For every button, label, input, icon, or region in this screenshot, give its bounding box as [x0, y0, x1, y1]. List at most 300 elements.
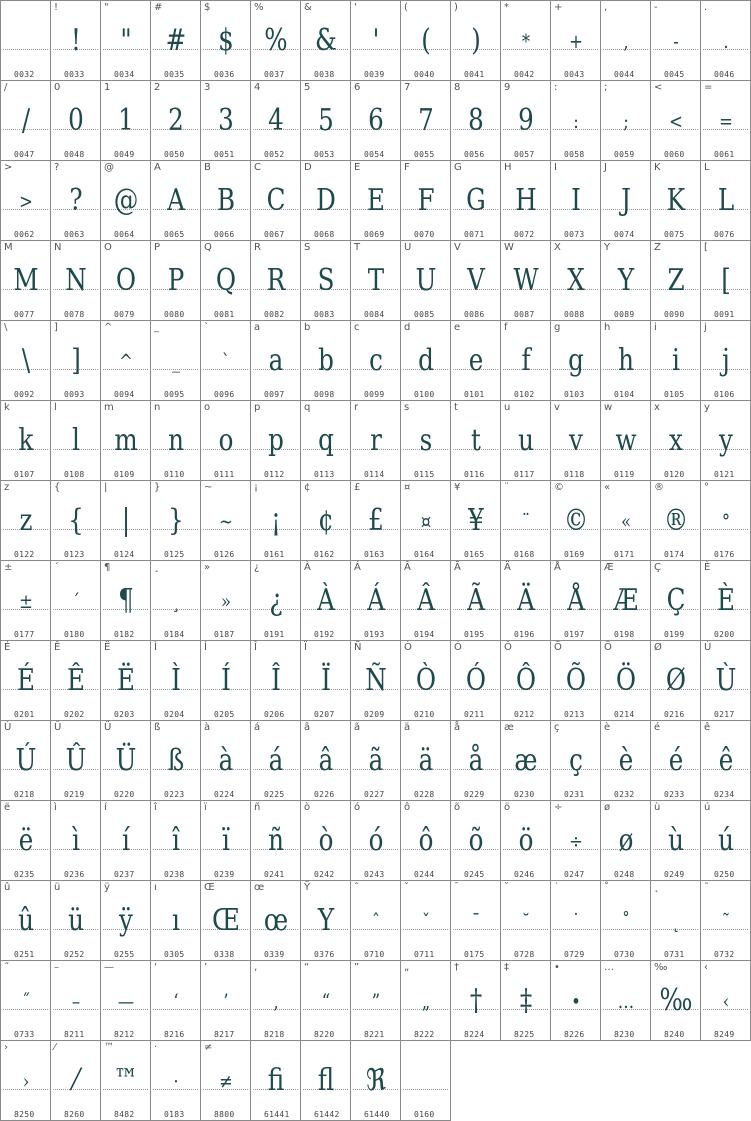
glyph-code: 61440 — [364, 1110, 390, 1119]
glyph-code: 0217 — [714, 710, 735, 719]
glyph-code: 0074 — [614, 230, 635, 239]
glyph-code: 0231 — [564, 790, 585, 799]
glyph-cell — [100, 560, 150, 640]
glyph-preview: 5 — [318, 103, 334, 138]
glyph-preview: 7 — [418, 103, 434, 138]
glyph-code: 0115 — [414, 470, 435, 479]
glyph-preview: : — [573, 109, 579, 133]
glyph-code: 0201 — [14, 710, 35, 719]
glyph-cell — [350, 880, 400, 960]
glyph-code: 0051 — [214, 150, 235, 159]
glyph-cell-label: Ë — [104, 642, 111, 653]
glyph-cell — [600, 320, 650, 400]
glyph-code: 0087 — [514, 310, 535, 319]
glyph-cell-label: ´ — [54, 562, 59, 573]
glyph-code: 0187 — [214, 630, 235, 639]
glyph-cell — [400, 80, 450, 160]
glyph-preview: ü — [68, 903, 84, 938]
glyph-cell — [0, 800, 50, 880]
glyph-cell — [150, 480, 200, 560]
glyph-preview: ⁄ — [73, 1063, 79, 1098]
glyph-preview: ’ — [223, 989, 229, 1013]
glyph-cell — [700, 960, 750, 1040]
glyph-preview: ó — [368, 823, 384, 858]
glyph-cell — [300, 880, 350, 960]
glyph-cell — [0, 1040, 50, 1120]
glyph-preview: · — [173, 1069, 179, 1093]
glyph-preview: ) — [471, 23, 481, 58]
glyph-cell — [150, 560, 200, 640]
glyph-cell-label: è — [604, 722, 611, 733]
glyph-cell — [50, 480, 100, 560]
glyph-cell — [700, 240, 750, 320]
glyph-code: 0089 — [614, 310, 635, 319]
glyph-preview: « — [620, 509, 632, 533]
glyph-cell — [200, 880, 250, 960]
glyph-cell — [500, 640, 550, 720]
glyph-cell — [400, 320, 450, 400]
glyph-preview: ÷ — [569, 829, 583, 853]
glyph-cell — [350, 400, 400, 480]
glyph-code: 0235 — [14, 870, 35, 879]
glyph-code: 0056 — [464, 150, 485, 159]
glyph-code: 0241 — [264, 870, 285, 879]
glyph-cell — [250, 400, 300, 480]
glyph-cell — [200, 0, 250, 80]
glyph-code: 0192 — [314, 630, 335, 639]
glyph-cell — [100, 400, 150, 480]
glyph-code: 0120 — [664, 470, 685, 479]
glyph-preview: 4 — [268, 103, 284, 138]
glyph-preview: á — [268, 743, 284, 778]
glyph-code: 0160 — [414, 1110, 435, 1119]
glyph-cell-label: ˚ — [604, 882, 609, 893]
glyph-code: 0161 — [264, 550, 285, 559]
glyph-code: 0070 — [414, 230, 435, 239]
glyph-code: 0711 — [414, 950, 435, 959]
glyph-cell — [500, 0, 550, 80]
glyph-preview: ˙ — [571, 909, 581, 933]
glyph-code: 0048 — [64, 150, 85, 159]
glyph-code: 0080 — [164, 310, 185, 319]
glyph-code: 0198 — [614, 630, 635, 639]
glyph-preview: # — [165, 23, 187, 58]
glyph-preview: _ — [171, 349, 181, 373]
glyph-cell-label: Â — [404, 562, 411, 573]
glyph-cell-label: X — [554, 242, 561, 253]
glyph-cell-label: 1 — [104, 82, 111, 93]
glyph-cell-label: ô — [404, 802, 411, 813]
glyph-cell — [650, 640, 700, 720]
glyph-cell-label: / — [4, 82, 8, 93]
glyph-cell-label: › — [4, 1042, 8, 1053]
glyph-code: 0047 — [14, 150, 35, 159]
glyph-preview: ¶ — [118, 583, 134, 618]
glyph-code: 0246 — [514, 870, 535, 879]
glyph-preview: Å — [567, 583, 585, 618]
glyph-code: 0113 — [314, 470, 335, 479]
glyph-preview: Ù — [715, 663, 737, 698]
glyph-code: 0036 — [214, 70, 235, 79]
glyph-preview: … — [617, 989, 635, 1013]
glyph-cell — [0, 0, 50, 80]
glyph-cell-label: ≠ — [204, 1042, 213, 1053]
glyph-cell-label: : — [554, 82, 558, 93]
glyph-cell — [550, 400, 600, 480]
glyph-preview: î — [172, 823, 180, 858]
glyph-cell — [150, 240, 200, 320]
glyph-cell-label: ° — [704, 482, 709, 493]
glyph-preview: b — [318, 343, 334, 378]
glyph-cell — [550, 720, 600, 800]
glyph-code: 0165 — [464, 550, 485, 559]
glyph-cell — [400, 880, 450, 960]
glyph-preview: ° — [721, 509, 731, 533]
glyph-preview: È — [717, 583, 735, 618]
glyph-cell-label: 3 — [204, 82, 211, 93]
glyph-cell — [650, 560, 700, 640]
glyph-cell — [0, 560, 50, 640]
glyph-code: 0226 — [314, 790, 335, 799]
glyph-code: 0202 — [64, 710, 85, 719]
glyph-cell-label: W — [504, 242, 514, 253]
glyph-cell — [450, 640, 500, 720]
glyph-code: 0171 — [614, 550, 635, 559]
glyph-preview: V — [467, 263, 485, 298]
glyph-cell — [250, 880, 300, 960]
glyph-code: 0196 — [514, 630, 535, 639]
glyph-code: 0175 — [464, 950, 485, 959]
glyph-cell-label: f — [504, 322, 508, 333]
glyph-cell-label: ˛ — [654, 882, 659, 893]
glyph-cell — [100, 720, 150, 800]
glyph-cell-label: ` — [204, 322, 209, 333]
glyph-preview: L — [717, 183, 735, 218]
glyph-preview: — — [117, 989, 135, 1013]
glyph-cell-label: m — [104, 402, 114, 413]
glyph-code: 0107 — [14, 470, 35, 479]
glyph-code: 0197 — [564, 630, 585, 639]
glyph-cell-label: ÷ — [554, 802, 563, 813]
glyph-preview: Ë — [117, 663, 135, 698]
glyph-preview: Ú — [15, 743, 37, 778]
glyph-code: 0339 — [264, 950, 285, 959]
glyph-cell — [350, 560, 400, 640]
grid-edge — [0, 240, 751, 241]
glyph-preview: à — [218, 743, 234, 778]
glyph-cell — [550, 800, 600, 880]
glyph-code: 8224 — [464, 1030, 485, 1039]
glyph-preview: å — [468, 743, 484, 778]
glyph-code: 0072 — [514, 230, 535, 239]
glyph-cell — [450, 320, 500, 400]
glyph-cell-label: Æ — [604, 562, 614, 573]
glyph-preview: Õ — [565, 663, 587, 698]
glyph-cell-label: â — [304, 722, 311, 733]
glyph-code: 0075 — [664, 230, 685, 239]
glyph-cell-label: J — [604, 162, 607, 173]
glyph-preview: Œ — [212, 903, 240, 938]
glyph-code: 0182 — [114, 630, 135, 639]
glyph-cell — [50, 800, 100, 880]
glyph-cell — [350, 160, 400, 240]
glyph-preview: } — [168, 503, 184, 538]
glyph-preview: P — [167, 263, 185, 298]
glyph-cell-label: L — [704, 162, 710, 173]
glyph-cell-label: Ö — [604, 642, 612, 653]
glyph-code: 0195 — [464, 630, 485, 639]
glyph-cell-label: * — [504, 2, 509, 13]
glyph-code: 0174 — [664, 550, 685, 559]
glyph-cell — [650, 320, 700, 400]
glyph-code: 0180 — [64, 630, 85, 639]
glyph-cell-label: ⁄ — [54, 1042, 56, 1053]
glyph-code: 0338 — [214, 950, 235, 959]
glyph-cell-label: p — [254, 402, 261, 413]
glyph-cell-label: Ì — [154, 642, 157, 653]
glyph-cell — [300, 400, 350, 480]
glyph-code: 8216 — [164, 1030, 185, 1039]
glyph-preview: ® — [663, 503, 689, 538]
glyph-cell-label: “ — [304, 962, 310, 973]
glyph-cell — [250, 0, 300, 80]
glyph-cell-label: ˆ — [354, 882, 359, 893]
grid-edge — [0, 800, 751, 801]
glyph-code: 8482 — [114, 1110, 135, 1119]
glyph-cell — [200, 800, 250, 880]
glyph-cell-label: h — [604, 322, 611, 333]
glyph-code: 0096 — [214, 390, 235, 399]
glyph-cell-label: r — [354, 402, 359, 413]
glyph-preview: g — [568, 343, 584, 378]
glyph-code: 0041 — [464, 70, 485, 79]
glyph-cell — [400, 560, 450, 640]
glyph-cell-label: V — [454, 242, 461, 253]
grid-edge — [0, 160, 751, 161]
glyph-cell-label: > — [4, 162, 13, 173]
glyph-preview: m — [114, 423, 138, 458]
glyph-cell — [300, 480, 350, 560]
glyph-preview: ò — [318, 823, 334, 858]
glyph-cell-label: ‹ — [704, 962, 708, 973]
glyph-cell — [250, 160, 300, 240]
glyph-code: 8221 — [364, 1030, 385, 1039]
glyph-cell-label: . — [704, 2, 708, 13]
glyph-preview: I — [571, 183, 581, 218]
glyph-preview: Ó — [465, 663, 487, 698]
glyph-cell-label: · — [154, 1042, 158, 1053]
glyph-code: 0204 — [164, 710, 185, 719]
glyph-cell — [550, 320, 600, 400]
glyph-preview: ¯ — [471, 909, 481, 933]
glyph-cell-label: Ø — [654, 642, 662, 653]
glyph-code: 0211 — [464, 710, 485, 719]
glyph-preview: * — [521, 29, 531, 53]
grid-edge — [0, 880, 751, 881]
glyph-cell — [600, 560, 650, 640]
glyph-cell — [50, 960, 100, 1040]
glyph-code: 8240 — [664, 1030, 685, 1039]
glyph-cell — [450, 400, 500, 480]
glyph-preview — [406, 1057, 447, 1105]
glyph-preview: 8 — [468, 103, 484, 138]
glyph-cell — [350, 240, 400, 320]
glyph-cell — [300, 960, 350, 1040]
glyph-cell — [100, 480, 150, 560]
glyph-cell-label: À — [304, 562, 311, 573]
glyph-cell-label: — — [104, 962, 114, 973]
glyph-preview: & — [315, 23, 337, 58]
glyph-code: 0104 — [614, 390, 635, 399]
glyph-preview: » — [220, 589, 232, 613]
glyph-cell — [100, 240, 150, 320]
glyph-cell-label: b — [304, 322, 311, 333]
glyph-preview: R — [266, 263, 286, 298]
glyph-cell-label: # — [154, 2, 163, 13]
glyph-cell-label: Ê — [54, 642, 61, 653]
glyph-code: 0077 — [14, 310, 35, 319]
glyph-cell-label: ¸ — [154, 562, 159, 573]
glyph-preview: 1 — [118, 103, 134, 138]
glyph-preview: ˆ — [371, 909, 381, 933]
glyph-cell-label: a — [254, 322, 261, 333]
glyph-cell-label: ø — [604, 802, 611, 813]
glyph-cell-label: F — [404, 162, 410, 173]
glyph-preview: e — [468, 343, 484, 378]
glyph-cell — [650, 800, 700, 880]
glyph-cell-label: $ — [204, 2, 211, 13]
glyph-code: 0710 — [364, 950, 385, 959]
glyph-code: 0199 — [664, 630, 685, 639]
glyph-code: 0219 — [64, 790, 85, 799]
glyph-cell — [250, 480, 300, 560]
glyph-code: 0203 — [114, 710, 135, 719]
glyph-code: 0085 — [414, 310, 435, 319]
glyph-preview: í — [122, 823, 130, 858]
glyph-preview: ˘ — [521, 909, 531, 933]
glyph-code: 0164 — [414, 550, 435, 559]
glyph-cell — [550, 560, 600, 640]
glyph-cell — [550, 960, 600, 1040]
glyph-code: 0126 — [214, 550, 235, 559]
glyph-cell-label: t — [454, 402, 458, 413]
glyph-cell-label: ä — [404, 722, 411, 733]
glyph-preview: Ø — [665, 663, 687, 698]
glyph-cell — [400, 960, 450, 1040]
glyph-code: 0111 — [214, 470, 235, 479]
glyph-preview: œ — [263, 903, 289, 938]
glyph-code: 0046 — [714, 70, 735, 79]
glyph-cell — [350, 960, 400, 1040]
glyph-code: 0033 — [64, 70, 85, 79]
glyph-cell — [550, 80, 600, 160]
glyph-cell-label: Ú — [4, 722, 12, 733]
glyph-preview: ' — [372, 23, 380, 58]
glyph-cell — [200, 240, 250, 320]
glyph-cell-label: o — [204, 402, 211, 413]
glyph-cell-label: - — [654, 2, 658, 13]
glyph-code: 0200 — [714, 630, 735, 639]
glyph-preview: Ñ — [365, 663, 387, 698]
glyph-cell-label: Õ — [554, 642, 562, 653]
glyph-cell — [600, 800, 650, 880]
glyph-cell-label: É — [4, 642, 11, 653]
glyph-cell-label: » — [204, 562, 211, 573]
glyph-cell-label: Ò — [404, 642, 412, 653]
glyph-code: 0728 — [514, 950, 535, 959]
glyph-cell — [550, 0, 600, 80]
glyph-cell — [0, 400, 50, 480]
glyph-cell — [150, 0, 200, 80]
glyph-cell-label: û — [4, 882, 11, 893]
glyph-cell — [250, 80, 300, 160]
glyph-cell — [550, 880, 600, 960]
glyph-cell-label: – — [54, 962, 59, 973]
glyph-cell-label: ö — [504, 802, 511, 813]
glyph-cell-label: 4 — [254, 82, 261, 93]
glyph-code: 0063 — [64, 230, 85, 239]
glyph-preview: f — [521, 343, 531, 378]
glyph-cell — [700, 560, 750, 640]
glyph-code: 0244 — [414, 870, 435, 879]
glyph-cell-label: 8 — [454, 82, 461, 93]
glyph-cell-label: ® — [654, 482, 664, 493]
glyph-cell-label: Ã — [454, 562, 461, 573]
glyph-preview: Û — [65, 743, 87, 778]
glyph-cell-label: ú — [704, 802, 711, 813]
glyph-code: 0071 — [464, 230, 485, 239]
glyph-cell — [300, 320, 350, 400]
glyph-code: 0105 — [664, 390, 685, 399]
glyph-cell — [650, 240, 700, 320]
glyph-cell-label: ¿ — [254, 562, 260, 573]
glyph-code: 0729 — [564, 950, 585, 959]
glyph-cell — [250, 720, 300, 800]
glyph-cell-label: « — [604, 482, 611, 493]
glyph-cell — [100, 880, 150, 960]
glyph-code: 0213 — [564, 710, 585, 719]
glyph-preview: p — [268, 423, 284, 458]
glyph-cell — [300, 720, 350, 800]
glyph-cell — [150, 800, 200, 880]
glyph-preview: Y — [617, 263, 635, 298]
glyph-cell — [450, 960, 500, 1040]
glyph-preview: £ — [368, 503, 384, 538]
glyph-code: 0032 — [14, 70, 35, 79]
glyph-code: 0039 — [364, 70, 385, 79]
glyph-preview: | — [121, 503, 131, 538]
glyph-cell-label: 5 — [304, 82, 311, 93]
glyph-cell — [450, 240, 500, 320]
glyph-code: 0225 — [264, 790, 285, 799]
glyph-cell — [450, 80, 500, 160]
glyph-cell-label: å — [454, 722, 461, 733]
glyph-preview: ¢ — [318, 503, 334, 538]
glyph-cell — [600, 640, 650, 720]
glyph-code: 0114 — [364, 470, 385, 479]
glyph-preview: ö — [518, 823, 534, 858]
glyph-preview: N — [65, 263, 87, 298]
glyph-preview: ¥ — [468, 503, 484, 538]
glyph-preview: „ — [421, 989, 431, 1013]
glyph-cell-label: ˇ — [404, 882, 409, 893]
glyph-preview: ? — [69, 183, 83, 218]
glyph-cell — [50, 1040, 100, 1120]
glyph-cell — [650, 400, 700, 480]
glyph-preview: w — [615, 423, 637, 458]
glyph-code: 8250 — [14, 1110, 35, 1119]
glyph-cell — [0, 80, 50, 160]
